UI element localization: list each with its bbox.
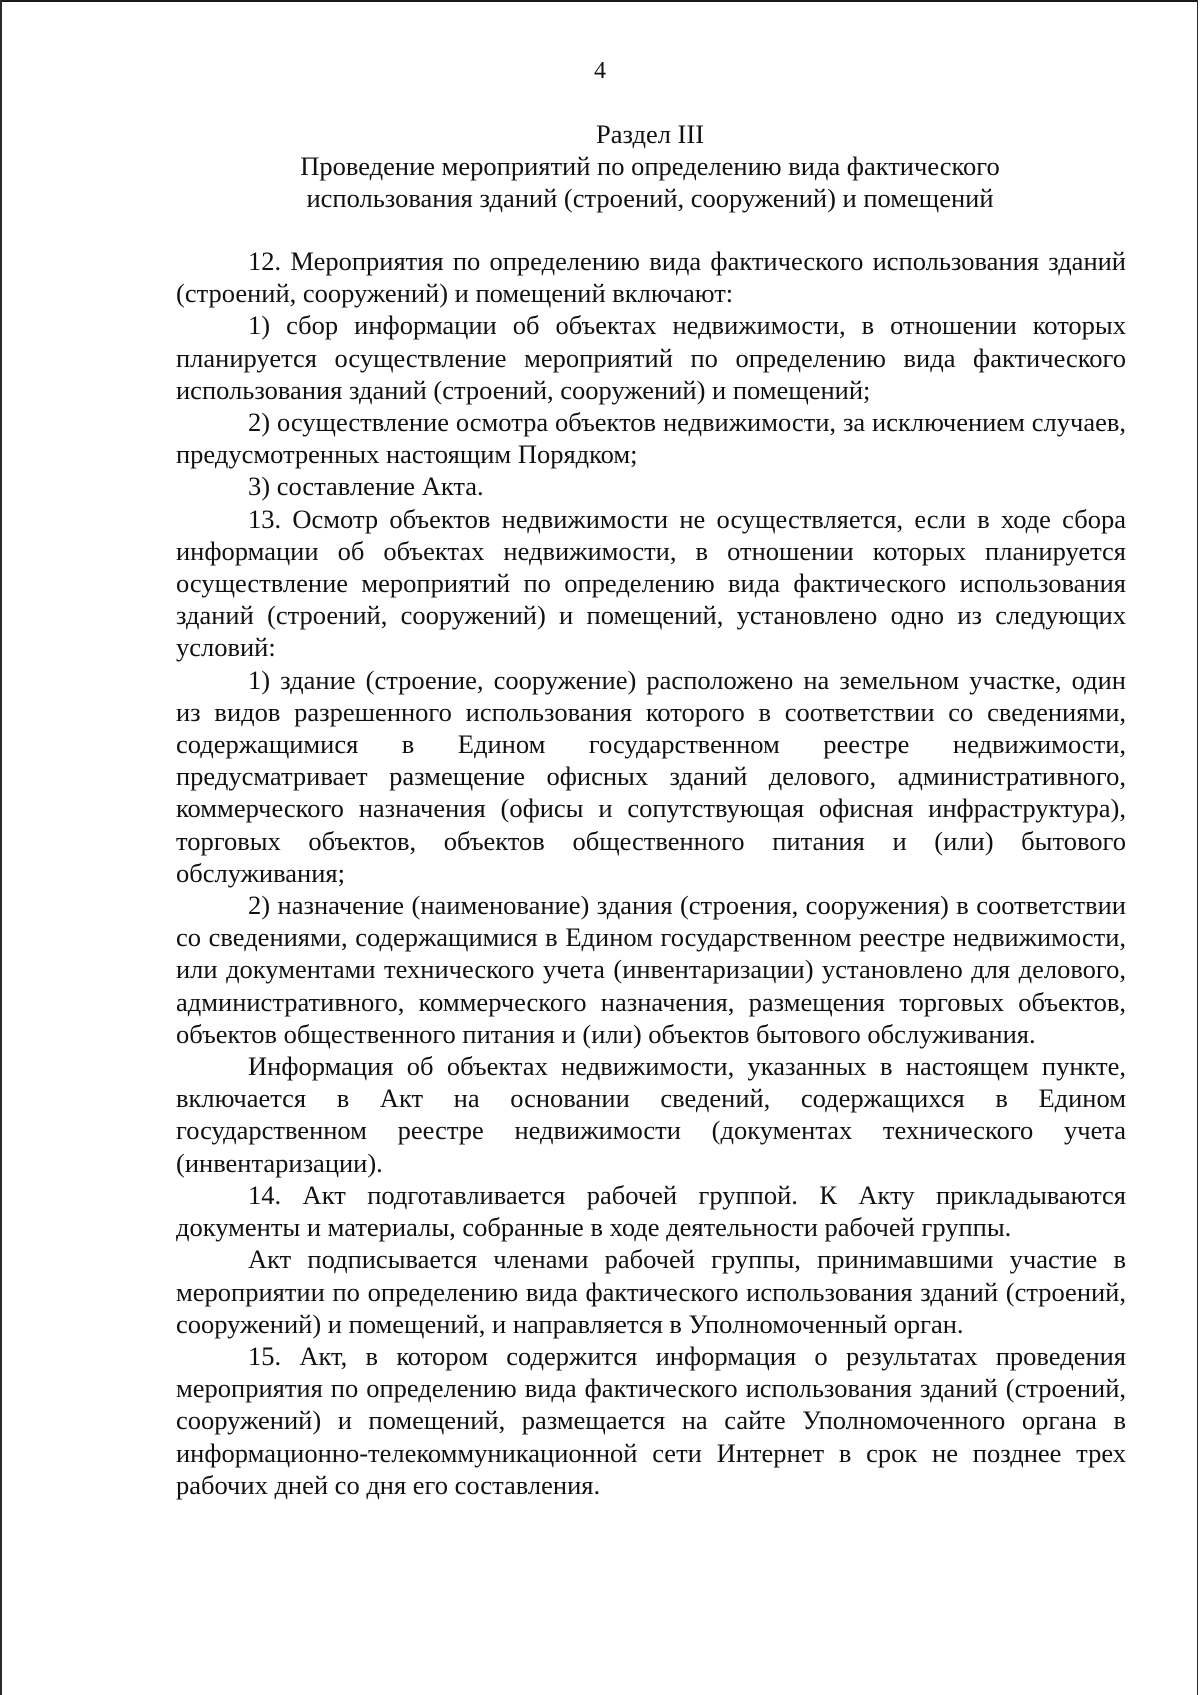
paragraph: 14. Акт подготавливается рабочей группой. К Акту прикладываются документы и материалы, собранные в ходе деятельности рабочей группы. (176, 1179, 1126, 1243)
paragraph: Информация об объектах недвижимости, указанных в настоящем пункте, включается в Акт на основании сведений, содержащихся в Едином государственном реестре недвижимости (документах технического учета (инвентаризации). (176, 1051, 1126, 1178)
paragraph: 2) назначение (наименование) здания (строения, сооружения) в соответствии со сведениями, содержащимися в Едином государственном реестре недвижимости, или документами технического учета (инвентаризации) установлено для делового, административного, коммерческого назначения, размещения торговых объектов, объектов общественного питания и (или) объектов бытового обслуживания. (176, 890, 1126, 1049)
paragraph: Акт подписывается членами рабочей группы, принимавшими участие в мероприятии по определению вида фактического использования зданий (строений, сооружений) и помещений, и направляется в Уполномоченный орган. (176, 1244, 1126, 1339)
paragraph: 3) составление Акта. (248, 471, 484, 502)
scan-edge-left (0, 0, 2, 1695)
paragraph: 15. Акт, в котором содержится информация о результатах проведения мероприятия по определению вида фактического использования зданий (строений, сооружений) и помещений, размещается на сайте Уполномоченного органа в информационно-телекоммуникационной сети Интернет в срок не позднее трех рабочих дней со дня его составления. (176, 1340, 1126, 1500)
document-body (176, 245, 1126, 1501)
paragraph: 13. Осмотр объектов недвижимости не осуществляется, если в ходе сбора информации об объектах недвижимости, в отношении которых планируется осуществление мероприятий по определению вида фактического использования зданий (строений, сооружений) и помещений, установлено одно из следующих условий: (176, 503, 1126, 663)
section-title: Раздел III (595, 119, 705, 149)
paragraph: 1) здание (строение, сооружение) расположено на земельном участке, один из видов разрешенного использования которого в соответствии со сведениями, содержащимися в Едином государственном реестре недвижимости, предусматривает размещение офисных зданий делового, административного, коммерческого назначения (офисы и сопутствующая офисная инфраструктура), торговых объектов, объектов общественного питания и (или) бытового обслуживания; (176, 664, 1126, 888)
scan-edge-top (0, 0, 1200, 2)
section-subtitle-line-2: использования зданий (строений, сооружений) и помещений (306, 183, 994, 213)
section-subtitle-line-1: Проведение мероприятий по определению вида фактического (300, 151, 1000, 181)
paragraph: 1) сбор информации об объектах недвижимости, в отношении которых планируется осуществление мероприятий по определению вида фактического использования зданий (строений, сооружений) и помещений; (176, 310, 1126, 405)
section-heading (176, 118, 1124, 214)
paragraph: 12. Мероприятия по определению вида фактического использования зданий (строений, сооружений) и помещений включают: (176, 246, 1126, 309)
page-number: 4 (594, 58, 606, 84)
paragraph: 2) осуществление осмотра объектов недвижимости, за исключением случаев, предусмотренных настоящим Порядком; (176, 407, 1126, 470)
